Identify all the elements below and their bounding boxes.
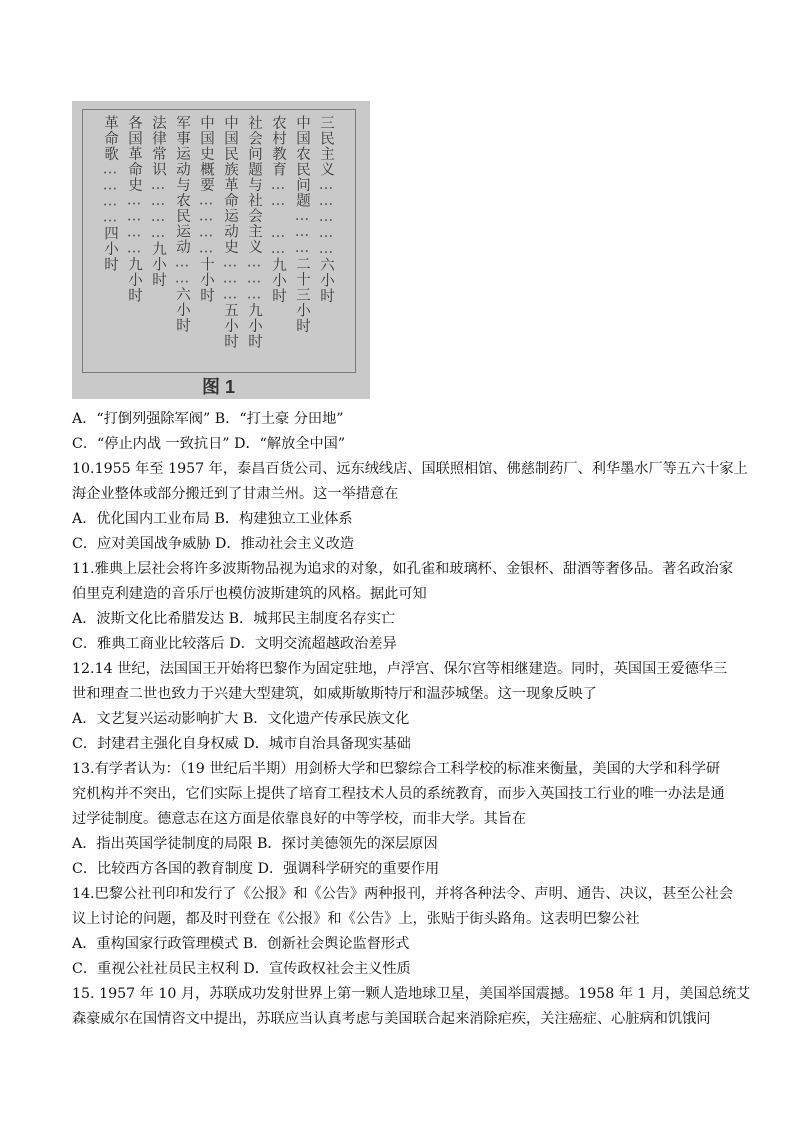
figure-column: 农村教育…… ……九小时: [270, 115, 286, 304]
question-line: 议上讨论的问题，都及时刊登在《公报》和《公告》上，张贴于街头路角。这表明巴黎公社: [72, 911, 640, 927]
option-line: C．“停止内战 一致抗日” D．“解放全中国”: [72, 436, 346, 452]
option-line: A．文艺复兴运动影响扩大 B．文化遗产传承民族文化: [72, 711, 410, 727]
option-line: C．重视公社社员民主权利 D．宣传政权社会主义性质: [72, 961, 411, 977]
figure-caption: 图 1: [202, 377, 236, 397]
question-line: 10.1955 年至 1957 年，泰昌百货公司、远东绒线店、国联照相馆、佛慈制药厂、利华墨水厂等五六十家上: [72, 461, 748, 477]
question-line: 伯里克利建造的音乐厅也模仿波斯建筑的风格。据此可知: [72, 586, 427, 602]
question-line: 过学徒制度。德意志在这方面是依靠良好的中等学校，而非大学。其旨在: [72, 811, 527, 827]
question-line: 14.巴黎公社刊印和发行了《公报》和《公告》两种报刊，并将各种法令、声明、通告、决议，甚至公社会: [72, 886, 734, 902]
option-line: C．应对美国战争威胁 D．推动社会主义改造: [72, 536, 355, 552]
question-line: 究机构并不突出，它们实际上提供了培育工程技术人员的系统教育，而步入英国技工行业的唯一办法是通: [72, 786, 725, 802]
figure-photo: [72, 101, 370, 399]
option-line: C．封建君主强化自身权威 D．城市自治具备现实基础: [72, 736, 411, 752]
question-line: 11.雅典上层社会将许多波斯物品视为追求的对象，如孔雀和玻璃杯、金银杯、甜酒等奢侈品。著名政治家: [72, 561, 734, 577]
option-line: A．指出英国学徒制度的局限 B．探讨美德领先的深层原因: [72, 836, 438, 852]
figure-column: 法律常识…………九小时: [150, 115, 166, 288]
figure-frame: [82, 109, 356, 373]
option-line: A．波斯文化比希腊发达 B．城邦民主制度名存实亡: [72, 611, 396, 627]
question-line: 15. 1957 年 10 月，苏联成功发射世界上第一颗人造地球卫星，美国举国震撼。1958 年 1 月，美国总统艾: [72, 986, 751, 1002]
figure-column: 中国史概要…………十小时: [198, 115, 214, 303]
option-line: A．重构国家行政管理模式 B．创新社会舆论监督形式: [72, 936, 410, 952]
question-line: 森豪威尔在国情咨文中提出，苏联应当认真考虑与美国联合起来消除疟疾，关注癌症、心脏病和饥饿问: [72, 1011, 711, 1027]
question-line: 12.14 世纪，法国国王开始将巴黎作为固定驻地，卢浮宫、保尔宫等相继建造。同时，英国国王爱德华三: [72, 661, 728, 677]
question-line: 世和理查二世也致力于兴建大型建筑，如威斯敏斯特厅和温莎城堡。这一现象反映了: [72, 686, 597, 702]
question-line: 海企业整体或部分搬迁到了甘肃兰州。这一举措意在: [72, 486, 399, 502]
option-line: A．优化国内工业布局 B．构建独立工业体系: [72, 511, 353, 527]
option-line: C．比较西方各国的教育制度 D．强调科学研究的重要作用: [72, 861, 440, 877]
figure-column: 中国农民问题………二十三小时: [294, 115, 310, 334]
figure-column: 革命歌…………四小时: [102, 115, 118, 272]
question-line: 13.有学者认为：（19 世纪后半期）用剑桥大学和巴黎综合工科学校的标准来衡量，美国的大学和科学研: [72, 761, 721, 777]
figure-column: 中国民族革命运动史………五小时: [222, 115, 238, 349]
figure-column: 三民主义……………六小时: [318, 115, 334, 304]
figure-column: 各国革命史…………九小时: [126, 115, 142, 303]
option-line: C．雅典工商业比较落后 D．文明交流超越政治差异: [72, 636, 397, 652]
option-line: A．“打倒列强除军阀” B．“打土豪 分田地”: [72, 411, 344, 427]
figure-column: 军事运动与农民运动……六小时: [174, 115, 190, 333]
figure-column: 社会问题与社会主义………九小时: [246, 115, 262, 349]
